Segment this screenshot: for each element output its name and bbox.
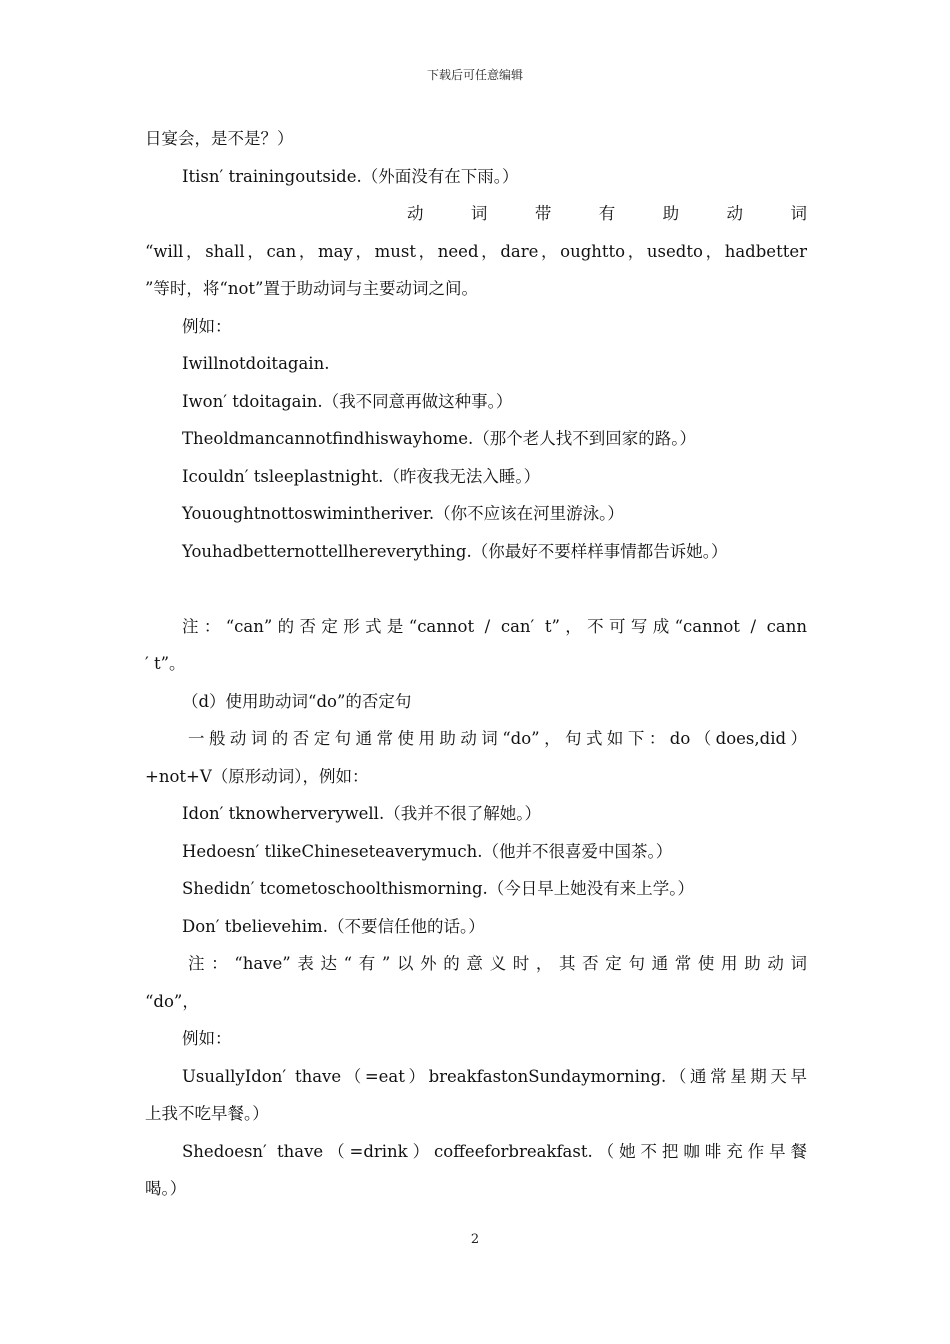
heading-char: 词 [470, 204, 488, 223]
text-line: 一般动词的否定句通常使用助动词“do”，句式如下：do（does,did） [188, 729, 807, 748]
heading-char: 有 [598, 204, 616, 223]
blank-line [145, 570, 807, 608]
subsection-heading: （d）使用助动词“do”的否定句 [182, 691, 412, 711]
text-line: ”等时，将“not”置于助动词与主要动词之间。 [145, 279, 478, 298]
page-header: 下载后可任意编辑 [426, 68, 523, 82]
example-sentence: Shedoesn′ thave（=drink）coffeeforbreakfast.（她不把咖啡充作早餐 [182, 1141, 807, 1161]
example-sentence: Shedidn′ tcometoschoolthismorning.（今日早上她没有来上学。） [182, 879, 695, 898]
example-sentence: Yououghtnottoswimintheriver.（你不应该在河里游泳。） [182, 504, 624, 523]
text-line: “will，shall，can，may，must，need，dare，oughtto，usedto，hadbetter [145, 241, 807, 261]
example-label: 例如： [182, 1029, 232, 1048]
note-line: 注：“can”的否定形式是“cannot / can′ t”，不可写成“cannot / cann [182, 616, 807, 636]
text-line: 喝。） [145, 1179, 187, 1198]
example-sentence: Theoldmancannotfindhiswayhome.（那个老人找不到回家的路。） [182, 429, 696, 448]
page-number: 2 [470, 1232, 480, 1247]
example-sentence: Itisn′ trainingoutside.（外面没有在下雨。） [182, 166, 519, 186]
example-sentence: Idon′ tknowherverywell.（我并不很了解她。） [182, 804, 541, 823]
page-body [145, 120, 807, 1208]
example-sentence: Youhadbetternottellhereverything.（你最好不要样样事情都告诉她。） [182, 541, 728, 561]
note-line: 注：“have”表达“有”以外的意义时，其否定句通常使用助动词 [188, 954, 807, 973]
example-sentence: UsuallyIdon′ thave（=eat）breakfastonSundaymorning.（通常星期天早 [182, 1066, 807, 1086]
heading-char: 动 [407, 204, 424, 223]
section-heading-spread [145, 195, 807, 233]
heading-char: 助 [662, 204, 680, 223]
text-line: 日宴会，是不是？） [145, 129, 294, 148]
heading-char: 带 [534, 204, 552, 223]
example-label: 例如： [182, 316, 232, 336]
heading-char: 词 [790, 204, 807, 223]
text-line: +not+V（原形动词），例如： [145, 766, 369, 786]
text-line: 上我不吃早餐。） [145, 1104, 269, 1123]
text-line: “do”， [145, 991, 199, 1011]
example-sentence: Icouldn′ tsleeplastnight.（昨夜我无法入睡。） [182, 466, 541, 486]
example-sentence: Don′ tbelievehim.（不要信任他的话。） [182, 916, 485, 936]
text-line: ′ t”。 [145, 654, 186, 673]
heading-char: 动 [726, 204, 744, 223]
example-sentence: Hedoesn′ tlikeChineseteaverymuch.（他并不很喜爱中国茶。） [182, 841, 673, 861]
example-sentence: Iwillnotdoitagain. [182, 354, 330, 373]
example-sentence: Iwon′ tdoitagain.（我不同意再做这种事。） [182, 391, 513, 411]
